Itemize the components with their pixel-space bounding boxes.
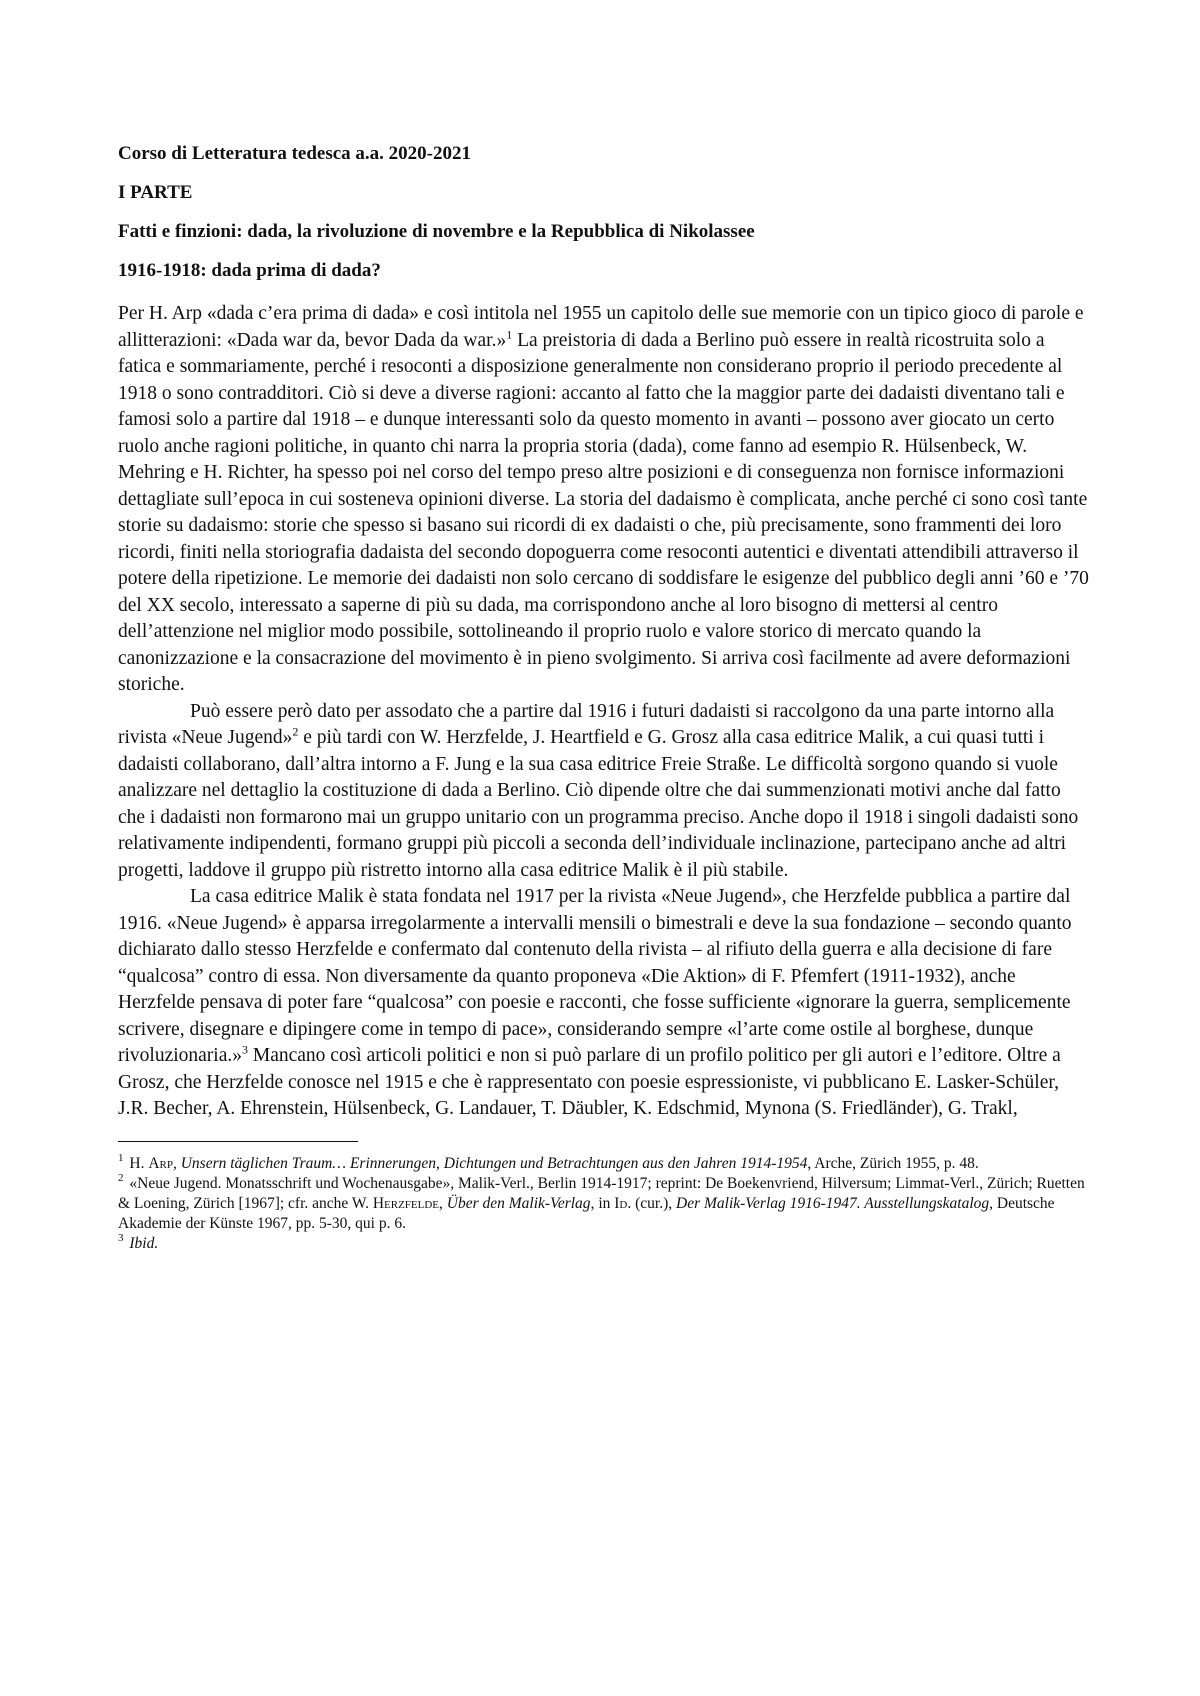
footnote-2-text: «Neue Jugend. Monatsschrift und Wochenausgabe», Malik-Verl., Berlin 1914-1917; reprint: De Boekenvriend, Hilversum; Limmat-Verl., Zürich; Ruetten & Loening, Zürich [1967]; cfr. anche W. [118, 1174, 1085, 1212]
footnote-2 [118, 1174, 1092, 1234]
footnote-3-ibid: Ibid. [129, 1234, 159, 1252]
footnote-2-title: Über den Malik-Verlag [446, 1194, 591, 1212]
footnote-3 [118, 1234, 1092, 1254]
footnotes [118, 1154, 1092, 1254]
chapter-title: Fatti e finzioni: dada, la rivoluzione di novembre e la Repubblica di Nikolassee [118, 221, 755, 242]
footnote-3-number: 3 [118, 1232, 124, 1245]
footnote-ref-3[interactable]: 3 [242, 1042, 248, 1057]
footnote-separator [118, 1141, 358, 1142]
footnote-2-id: Id [614, 1194, 628, 1212]
footnote-2-in: , in [590, 1194, 615, 1212]
course-heading: Corso di Letteratura tedesca a.a. 2020-2021 [118, 143, 472, 164]
footnote-2-rest: , Deutsche Akademie der Künste 1967, pp. 5-30, qui p. 6. [118, 1194, 1055, 1232]
footnote-2-number: 2 [118, 1172, 124, 1185]
paragraph-2-text-b: e più tardi con W. Herzfelde, J. Heartfield e G. Grosz alla casa editrice Malik, a cui quasi tutti i dadaisti collaborano, dall’altra intorno a F. Jung e la sua casa editrice Freie Straße. Le difficoltà sorgono quando si vuole analizzare nel dettaglio la costituzione di dada a Berlino. Ciò dipende oltre che dai summenzionati motivi anche dal fatto che i dadaisti non formarono mai un gruppo unitario con un programma preciso. Anche dopo il 1918 i singoli dadaisti sono relativamente indipendenti, formano gruppi più piccoli a seconda dell’individuale inclinazione, partecipano anche ad altri progetti, laddove il gruppo più ristretto intorno alla casa editrice Malik è il più stabile. [118, 727, 1079, 881]
paragraph-3-text-a: La casa editrice Malik è stata fondata nel 1917 per la rivista «Neue Jugend», che Herzfelde pubblica a partire dal 1916. «Neue Jugend» è apparsa irregolarmente a intervalli mensili o bimestrali e deve la sua fondazione – secondo quanto dichiarato dallo stesso Herzfelde e confermato dal contenuto della rivista – al rifiuto della guerra e alla decisione di fare “qualcosa” contro di essa. Non diversamente da quanto proponeva «Die Aktion» di F. Pfemfert (1911-1932), anche Herzfelde pensava di poter fare “qualcosa” con poesie e racconti, che fosse sufficiente «ignorare la guerra, semplicemente scrivere, disegnare e dipingere come in tempo di pace», considerando sempre «l’arte come ostile al borghese, dunque rivoluzionaria.» [118, 886, 1072, 1066]
footnote-1-text: H. [125, 1154, 149, 1172]
footnote-2-sep: , [439, 1194, 447, 1212]
paragraph-2-text-a: Può essere però dato per assodato che a partire dal 1916 i futuri dadaisti si raccolgono da una parte intorno alla rivista «Neue Jugend» [118, 700, 1055, 748]
footnote-1-author: Arp [148, 1154, 173, 1172]
paragraph-3 [118, 884, 1092, 1123]
footnote-1-sep: , [172, 1154, 181, 1172]
paragraph-2 [118, 699, 1092, 885]
body-text [118, 301, 1092, 1123]
footnote-2-author: Herzfelde [372, 1194, 440, 1212]
paragraph-1-text-b: La preistoria di dada a Berlino può essere in realtà ricostruita solo a fatica e sommariamente, perché i resoconti a disposizione generalmente non considerano proprio il periodo precedente al 1918 o sono contradditori. Ciò si deve a diverse ragioni: accanto al fatto che la maggior parte dei dadaisti diventano tali e famosi solo a partire dal 1918 – e dunque interessanti solo da questo momento in avanti – possono aver giocato un certo ruolo anche ragioni politiche, in quanto chi narra la propria storia (dada), come fanno ad esempio R. Hülsenbeck, W. Mehring e H. Richter, ha spesso poi nel corso del tempo preso altre posizioni e di conseguenza non fornisce informazioni dettagliate sull’epoca in cui sosteneva opinioni diverse. La storia del dadaismo è complicata, anche perché ci sono così tante storie su dadaismo: storie che spesso si basano sui ricordi di ex dadaisti o che, più precisamente, sono frammenti dei loro ricordi, finiti nella storiografia dadaista del secondo dopoguerra come resoconti autentici e diventati attendibili attraverso il potere della ripetizione. Le memorie dei dadaisti non solo cercano di soddisfare le esigenze del pubblico degli anni ’60 e ’70 del XX secolo, interessato a saperne di più su dada, ma corrispondono anche al loro bisogno di mettersi al centro dell’attenzione nel miglior modo possibile, sottolineando il proprio ruolo e valore storico di mercato quando la canonizzazione e la consacrazione del movimento è in pieno svolgimento. Si arriva così facilmente ad avere deformazioni storiche. [118, 329, 1089, 695]
footnote-ref-1[interactable]: 1 [506, 327, 513, 341]
footnote-1-rest: , Arche, Zürich 1955, p. 48. [807, 1154, 979, 1172]
part-heading: I PARTE [118, 182, 193, 203]
footnote-1-title: Unsern täglichen Traum… Erinnerungen, Dichtungen und Betrachtungen aus den Jahren 1914-1954 [180, 1154, 808, 1172]
paragraph-1-text-a: Per H. Arp «dada c’era prima di dada» e così intitola nel 1955 un capitolo delle sue memorie con un tipico gioco di parole e allitterazioni: «Dada war da, bevor Dada da war.» [118, 303, 1084, 351]
section-heading: 1916-1918: dada prima di dada? [118, 260, 381, 281]
footnote-1 [118, 1154, 1092, 1174]
paragraph-3-text-b: Mancano così articoli politici e non si può parlare di un profilo politico per gli autori e l’editore. Oltre a Grosz, che Herzfelde conosce nel 1915 e che è rappresentato con poesie espressioniste, vi pubblicano E. Lasker-Schüler, J.R. Becher, A. Ehrenstein, Hülsenbeck, G. Landauer, T. Däubler, K. Edschmid, Mynona (S. Friedländer), G. Trakl, [118, 1045, 1061, 1119]
footnote-2-cur: . (cur.), [627, 1194, 676, 1212]
footnote-ref-2[interactable]: 2 [292, 724, 299, 739]
footnote-1-number: 1 [118, 1152, 124, 1165]
paragraph-1 [118, 301, 1092, 699]
footnote-2-title-2: Der Malik-Verlag 1916-1947. Ausstellungskatalog [676, 1194, 990, 1212]
